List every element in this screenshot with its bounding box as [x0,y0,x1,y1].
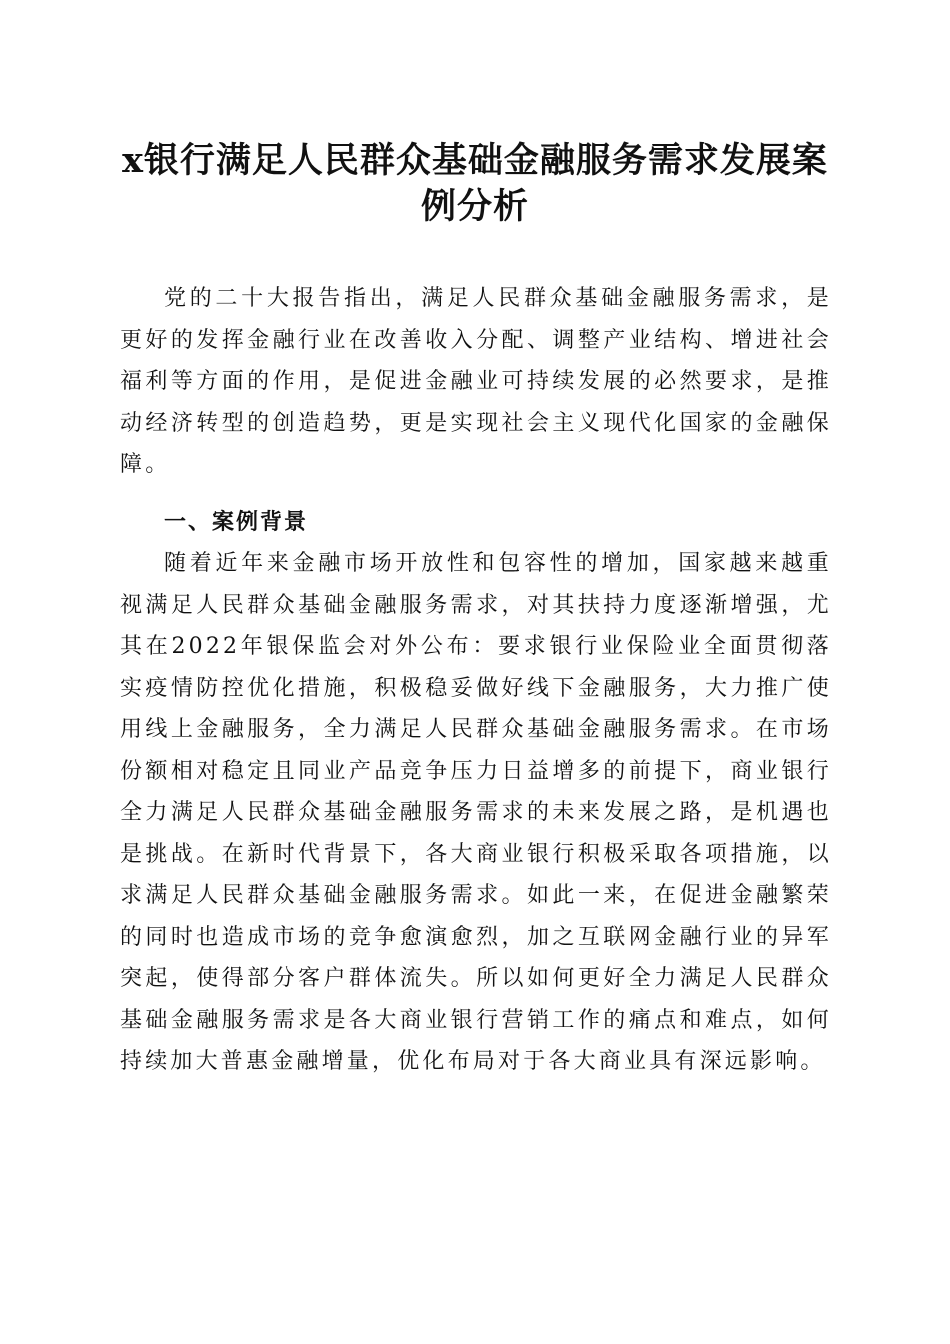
section-heading-case-background: 一、案例背景 [164,510,309,535]
background-paragraph: 随着近年来金融市场开放性和包容性的增加，国家越来越重视满足人民群众基础金融服务需求，对其扶持力度逐渐增强，尤其在2022年银保监会对外公布：要求银行业保险业全面贯彻落实疫情防控优化措施，积极稳妥做好线下金融服务，大力推广使用线上金融服务，全力满足人民群众基础金融服务需求。在市场份额相对稳定且同业产品竞争压力日益增多的前提下，商业银行全力满足人民群众基础金融服务需求的未来发展之路，是机遇也是挑战。在新时代背景下，各大商业银行积极采取各项措施，以求满足人民群众基础金融服务需求。如此一来，在促进金融繁荣的同时也造成市场的竞争愈演愈烈，加之互联网金融行业的异军突起，使得部分客户群体流失。所以如何更好全力满足人民群众基础金融服务需求是各大商业银行营销工作的痛点和难点，如何持续加大普惠金融增量，优化布局对于各大商业具有深远影响。 [120,551,832,1074]
document-title: x银行满足人民群众基础金融服务需求发展案例分析 [122,140,828,227]
intro-paragraph: 党的二十大报告指出，满足人民群众基础金融服务需求，是更好的发挥金融行业在改善收入分配、调整产业结构、增进社会福利等方面的作用，是促进金融业可持续发展的必然要求，是推动经济转型的创造趋势，更是实现社会主义现代化国家的金融保障。 [120,286,832,477]
